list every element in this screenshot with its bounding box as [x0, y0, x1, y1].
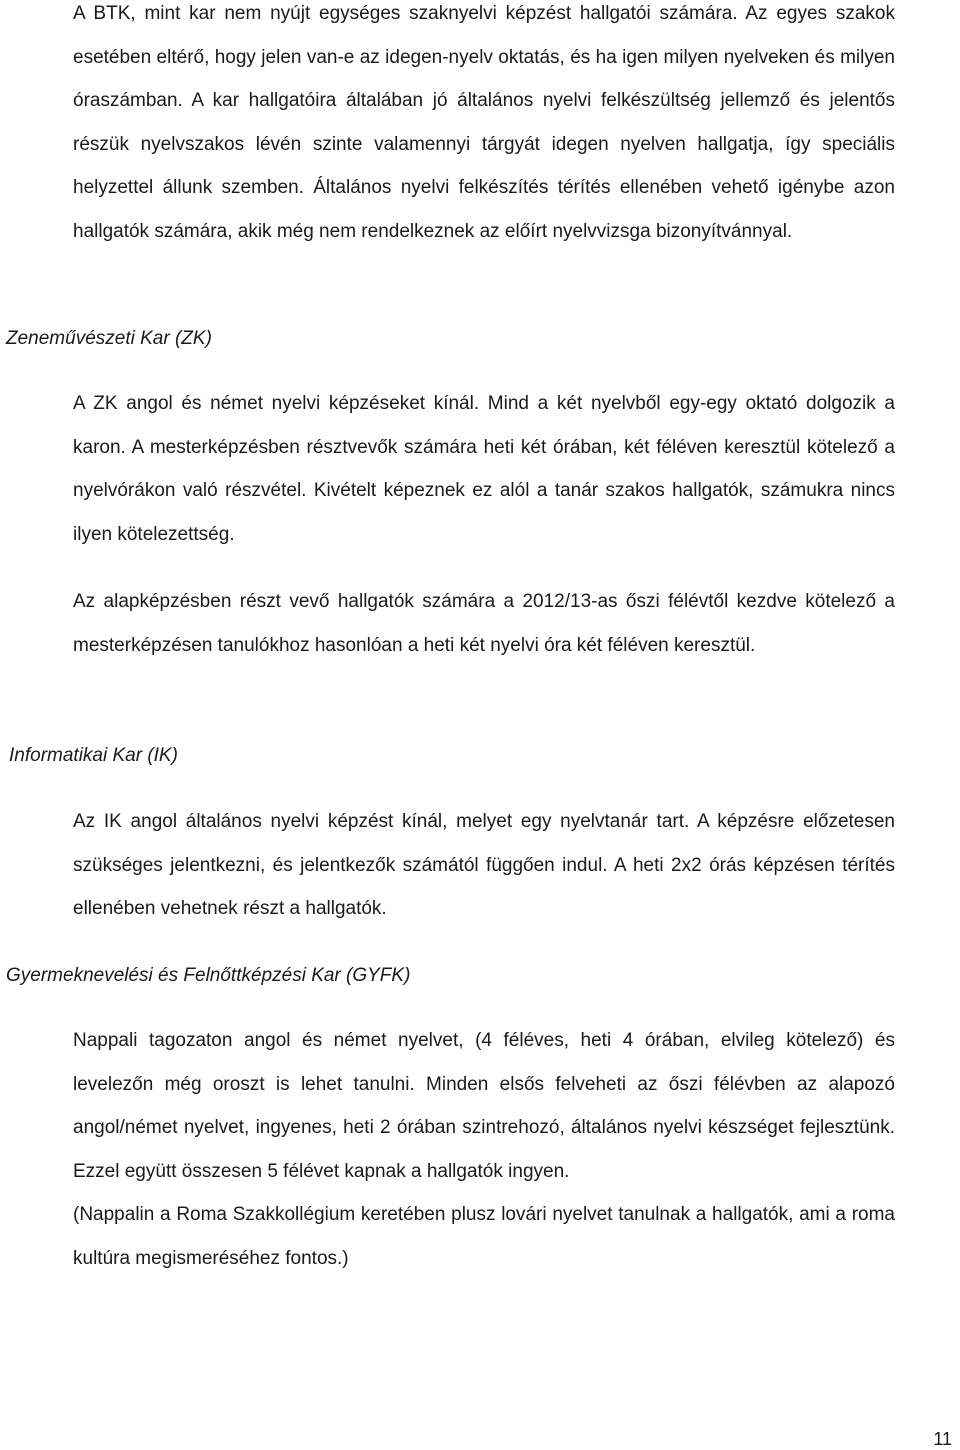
gyfk-heading: Gyermeknevelési és Felnőttképzési Kar (GYFK) [6, 965, 411, 986]
gyfk-paragraph-1: Nappali tagozaton angol és német nyelvet, (4 féléves, heti 4 órában, elvileg kötelező) és levelezőn még oroszt is lehet tanulni. Minden elsős felveheti az őszi félévben az alapozó angol/német nyelvet, ingyenes, heti 2 órában szintrehozó, általános nyelvi készséget fejlesztünk. Ezzel együtt összesen 5 félévet kapnak a hallgatók ingyen. [73, 1030, 895, 1182]
ik-heading: Informatikai Kar (IK) [9, 745, 178, 766]
gyfk-paragraph-2: (Nappalin a Roma Szakkollégium keretében plusz lovári nyelvet tanulnak a hallgatók, ami a roma kultúra megismeréséhez fontos.) [73, 1204, 895, 1269]
zk-paragraph-2: Az alapképzésben részt vevő hallgatók számára a 2012/13-as őszi félévtől kezdve kötelező a mesterképzésen tanulókhoz hasonlóan a heti két nyelvi óra két féléven keresztül. [73, 591, 895, 656]
btk-paragraph: A BTK, mint kar nem nyújt egységes szaknyelvi képzést hallgatói számára. Az egyes szakok esetében eltérő, hogy jelen van-e az idegen-nyelv oktatás, és ha igen milyen nyelveken és milyen óraszámban. A kar hallgatóira általában jó általános nyelvi felkészültség jellemző és jelentős részük nyelvszakos lévén szinte valamennyi tárgyát idegen nyelven hallgatja, így speciális helyzettel állunk szemben. Általános nyelvi felkészítés térítés ellenében vehető igénybe azon hallgatók számára, akik még nem rendelkeznek az előírt nyelvvizsga bizonyítvánnyal. [73, 3, 895, 242]
page-number: 11 [933, 1429, 952, 1449]
zk-heading: Zeneművészeti Kar (ZK) [6, 328, 212, 349]
ik-paragraph: Az IK angol általános nyelvi képzést kínál, melyet egy nyelvtanár tart. A képzésre előzetesen szükséges jelentkezni, és jelentkezők számától függően indul. A heti 2x2 órás képzésen térítés ellenében vehetnek részt a hallgatók. [73, 811, 895, 920]
zk-paragraph-1: A ZK angol és német nyelvi képzéseket kínál. Mind a két nyelvből egy-egy oktató dolgozik a karon. A mesterképzésben résztvevők számára heti két órában, két féléven keresztül kötelező a nyelvórákon való részvétel. Kivételt képeznek ez alól a tanár szakos hallgatók, számukra nincs ilyen kötelezettség. [73, 393, 895, 545]
